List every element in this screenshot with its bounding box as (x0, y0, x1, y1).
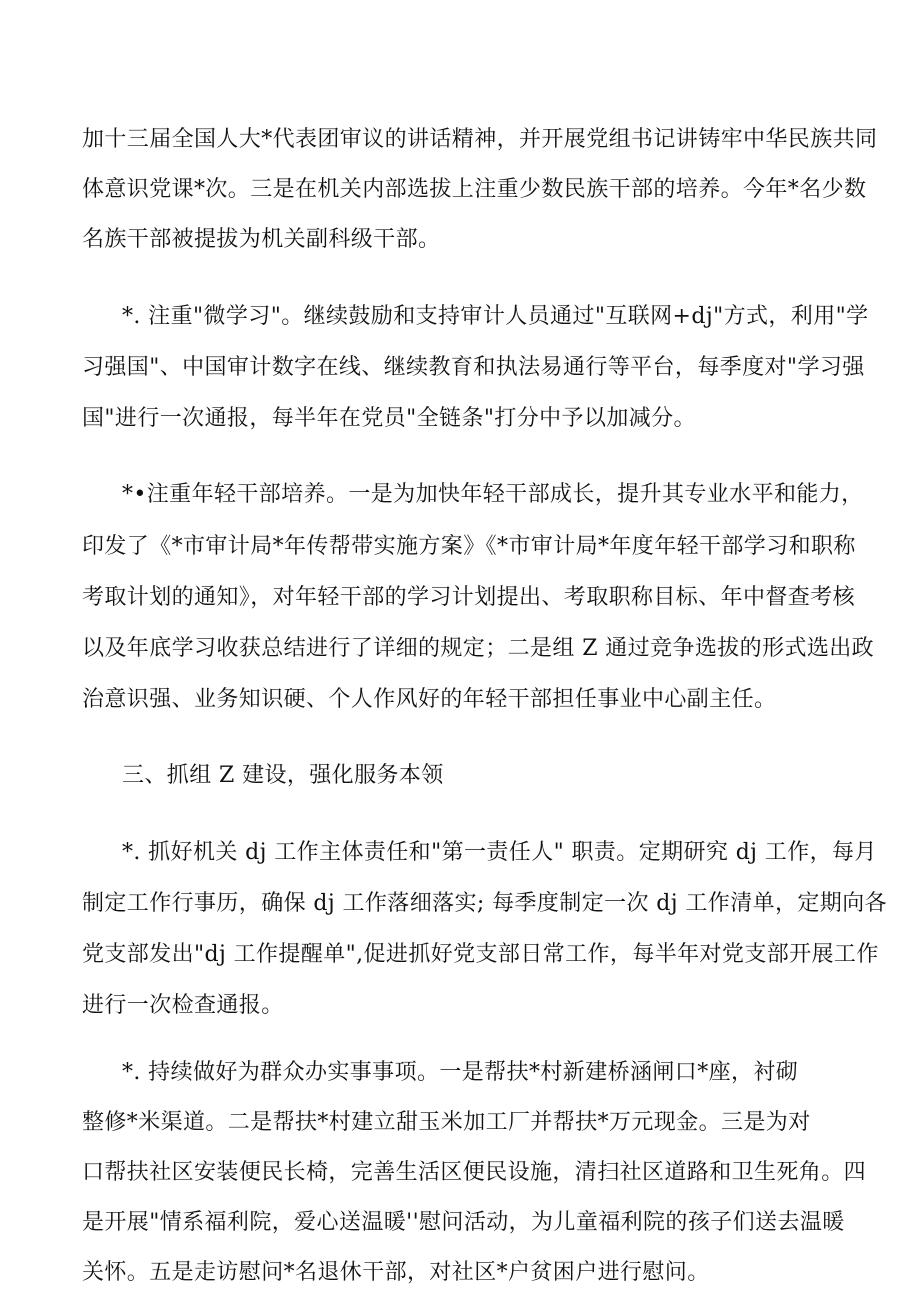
paragraph-first-line: *. 注重"微学习"。继续鼓励和支持审计人员通过"互联网+dj"方式，利用"学 (122, 304, 869, 329)
body-text-line: 名族干部被提拔为机关副科级干部。 (82, 227, 441, 252)
body-text-line: 进行一次检查通报。 (82, 993, 284, 1018)
paragraph-first-line: *•注重年轻干部培养。一是为加快年轻干部成长，提升其专业水平和能力， (122, 482, 864, 507)
body-text-line: 体意识党课*次。三是在机关内部选拔上注重少数民族干部的培养。今年*名少数 (82, 177, 867, 202)
paragraph-first-line: *. 持续做好为群众办实事事项。一是帮扶*村新建桥涵闸口*座，衬砌 (122, 1060, 799, 1085)
section-heading: 三、抓组 Z 建设，强化服务本领 (122, 763, 444, 788)
body-text-line: 整修*米渠道。二是帮扶*村建立甜玉米加工厂并帮扶*万元现金。三是为对 (82, 1110, 811, 1135)
body-text-line: 制定工作行事历，确保 dj 工作落细落实; 每季度制定一次 dj 工作清单，定期向各 (82, 891, 887, 916)
body-text-line: 以及年底学习收获总结进行了详细的规定；二是组 Z 通过竞争选拔的形式选出政 (82, 636, 875, 661)
body-text-line: 是开展"情系福利院，爱心送温暖''慰问活动，为儿童福利院的孩子们送去温暖 (82, 1210, 845, 1235)
paragraph-first-line: *. 抓好机关 dj 工作主体责任和"第一责任人" 职责。定期研究 dj 工作，每月 (122, 840, 877, 865)
body-text-line: 习强国"、中国审计数字在线、继续教育和执法易通行等平台，每季度对"学习强 (82, 355, 865, 380)
body-text-line: 考取计划的通知》，对年轻干部的学习计划提出、考取职称目标、年中督查考核 (82, 585, 856, 610)
body-text-line: 印发了《*市审计局*年传帮带实施方案》《*市审计局*年度年轻干部学习和职称 (82, 534, 856, 559)
body-text-line: 党支部发出"dj 工作提醒单",促进抓好党支部日常工作，每半年对党支部开展工作 (82, 942, 879, 967)
body-text-line: 治意识强、业务知识硬、个人作风好的年轻干部担任事业中心副主任。 (82, 687, 777, 712)
body-text-line: 口帮扶社区安装便民长椅，完善生活区便民设施，清扫社区道路和卫生死角。四 (82, 1160, 867, 1185)
body-text-line: 国"进行一次通报，每半年在党员"全链条"打分中予以加减分。 (82, 406, 696, 431)
body-text-line: 加十三届全国人大*代表团审议的讲话精神，并开展党组书记讲铸牢中华民族共同 (82, 127, 878, 152)
body-text-line: 关怀。五是走访慰问*名退休干部，对社区*户贫困户进行慰问。 (82, 1260, 710, 1285)
